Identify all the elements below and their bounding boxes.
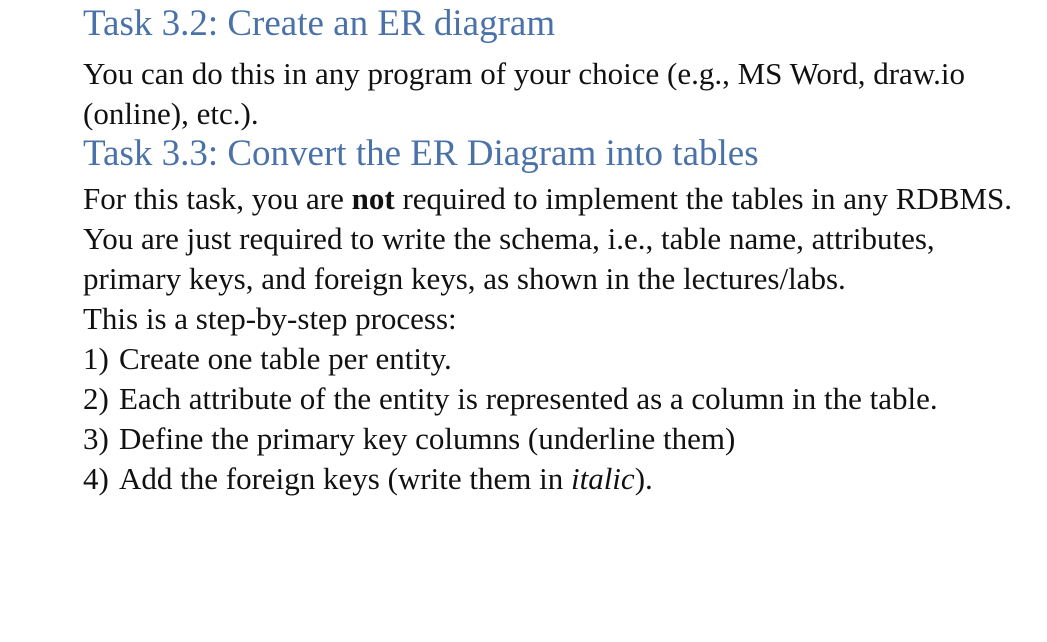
list-item — [83, 339, 1033, 379]
process-intro: This is a step-by-step process: — [83, 301, 457, 336]
step-number: 4) — [83, 461, 109, 496]
step-text-italic: italic — [570, 461, 635, 496]
body-text-start: For this task, you are — [83, 181, 352, 216]
steps-list — [83, 339, 1033, 499]
task-3-3-body — [83, 179, 1033, 299]
task-3-2-body: You can do this in any program of your choice (e.g., MS Word, draw.io (online), etc.). — [83, 56, 966, 131]
body-text-end: required to implement the tables in any RDBMS. You are just required to write the schema, i.e., table name, attributes, primary keys, and foreign keys, as shown in the lectures/labs. — [83, 181, 1013, 296]
step-text: Define the primary key columns (underline them) — [119, 421, 736, 456]
step-text: Each attribute of the entity is represented as a column in the table. — [119, 381, 938, 416]
task-3-3-heading: Task 3.3: Convert the ER Diagram into tables — [83, 133, 759, 174]
step-number: 2) — [83, 381, 109, 416]
body-bold-not: not — [351, 181, 395, 216]
step-text-start: Add the foreign keys (write them in — [119, 461, 571, 496]
list-item — [83, 459, 1033, 499]
step-text — [119, 459, 1033, 499]
task-3-2-heading: Task 3.2: Create an ER diagram — [83, 3, 556, 44]
list-item — [83, 379, 1033, 419]
document-page — [83, 0, 1033, 499]
step-text-end: ). — [634, 461, 653, 496]
step-number: 1) — [83, 341, 109, 376]
step-number: 3) — [83, 421, 109, 456]
step-text: Create one table per entity. — [119, 341, 452, 376]
list-item — [83, 419, 1033, 459]
